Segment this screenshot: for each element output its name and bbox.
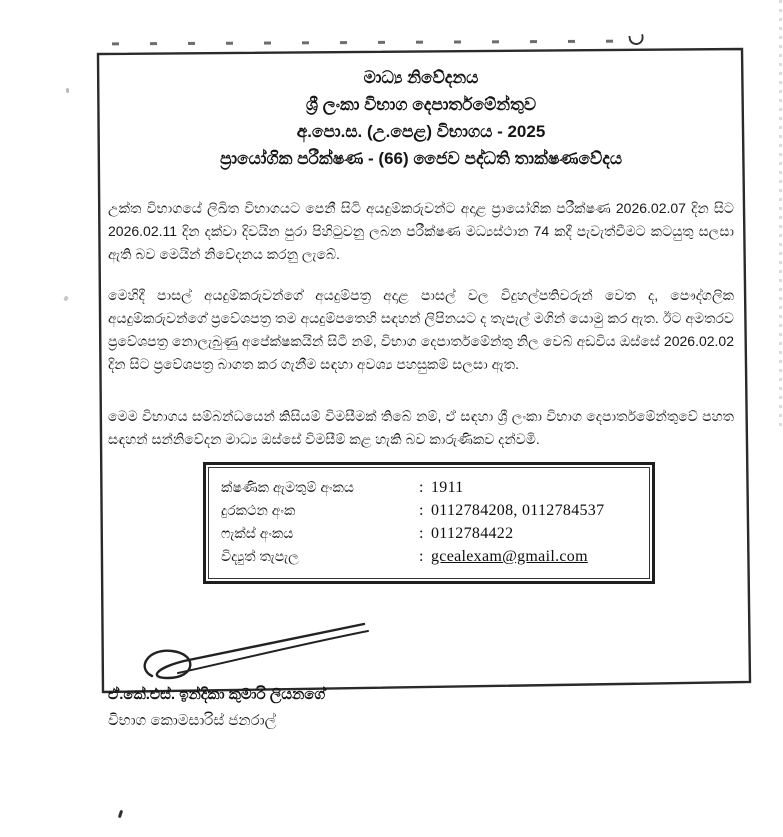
telephone-numbers: 0112784208, 0112784537 <box>431 502 605 519</box>
paragraph-line: උක්ත විභාගයේ ලිඛිත විභාගයට පෙනී සිටි අයදුම්කරුවන්ට අදාළ ප්‍රායෝගික පරීක්ෂණ 2026.02.07 දින සිට <box>108 200 734 216</box>
scan-noise-pen-mark <box>118 810 123 819</box>
paragraph-line: සඳහන් සන්නිවේදන මාධ්‍ය ඔස්සේ විමසීම් කළ හැකි බව කාරුණිකව දන්වමි. <box>108 431 540 447</box>
paragraph-line: ප්‍රවේශපත්‍ර නොලැබුණු අපේක්ෂකයින් සිටී නම්, විභාග දෙපාර්තමේන්තු නිල වෙබ් අඩවිය ඔස්සේ 2026.02.02 <box>108 333 734 349</box>
contact-info-box <box>203 462 655 584</box>
separator: : <box>419 548 424 565</box>
telephone-label: දුරකථන අංක <box>221 502 296 518</box>
scan-noise-right-edge <box>779 0 782 430</box>
contact-row-telephone <box>221 499 637 522</box>
contact-row-email <box>221 545 637 568</box>
signature-stroke <box>132 618 382 682</box>
heading-subject: ප්‍රායෝගික පරීක්ෂණ - (66) ජෛව පද්ධති තාක්ෂණවේදය <box>219 149 623 168</box>
paragraph-line: ඇති බව මෙයින් නිවේදනය කරනු ලැබේ. <box>108 246 340 262</box>
paragraph-line: මෙහිදී පාසල් අයදුම්කරුවන්ගේ අයදුම්පත්‍ර අදාළ පාසල් වල විදුහල්පතිවරුන් වෙත ද, පෞද්ගලික <box>108 287 734 303</box>
scan-noise-dot <box>63 295 69 301</box>
paragraph-line: මෙම විභාගය සම්බන්ධයෙන් කිසියම් විමසීමක් තිබේ නම්, ඒ සඳහා ශ්‍රී ලංකා විභාග දෙපාර්තමේන්තුවේ පහත <box>108 408 734 424</box>
separator: : <box>419 525 424 542</box>
scan-noise-curl <box>628 34 644 46</box>
hotline-number: 1911 <box>431 479 464 496</box>
paragraph-line: අයදුම්කරුවන්ගේ ප්‍රවේශපත්‍ර තම අයදුම්පතෙහි සඳහන් ලිපිනයට ද තැපැල් මගින් යොමු කර ඇත. ඊට අමතරව <box>108 310 734 326</box>
scan-noise-dot <box>66 88 69 93</box>
email-label: විද්‍යුත් තැපැල <box>221 548 299 564</box>
handwritten-signature <box>132 618 734 682</box>
paragraph-line: දින සිට ප්‍රවේශපත්‍ර බාගත කර ගැනීම සඳහා අවශ්‍ය පහසුකම් සලසා ඇත. <box>108 356 520 372</box>
signatory-title: විභාග කොමසාරිස් ජනරාල් <box>108 712 277 729</box>
paragraph-3 <box>108 405 734 451</box>
contact-info-inner-border <box>208 467 650 579</box>
heading-department: ශ්‍රී ලංකා විභාග දෙපාර්තමේන්තුව <box>305 95 537 114</box>
fax-label: ෆැක්ස් අංකය <box>221 525 294 541</box>
separator: : <box>419 479 424 496</box>
contact-row-hotline <box>221 476 637 499</box>
paragraph-1 <box>108 197 734 266</box>
letter-heading <box>108 58 734 172</box>
heading-media-notice: මාධ්‍ය නිවේදනය <box>363 68 479 87</box>
hotline-label: ක්ෂණික ඇමතුම් අංකය <box>221 479 354 495</box>
signatory-name: ඒ.කේ.එස්. ඉන්දිකා කුමාරි ලියනගේ <box>108 686 326 703</box>
letter-body <box>108 58 734 734</box>
fax-number: 0112784422 <box>431 525 514 542</box>
contact-row-fax <box>221 522 637 545</box>
email-address: gcealexam@gmail.com <box>431 548 588 565</box>
paragraph-line: 2026.02.11 දින දක්වා දිවයින පුරා පිහිටුවනු ලබන පරීක්ෂණ මධ්‍යස්ථාන 74 කදී පැවැත්වීමට කටයුතු සලසා <box>108 223 734 239</box>
scan-noise-dashes <box>112 40 624 46</box>
paragraph-2 <box>108 284 734 376</box>
separator: : <box>419 502 424 519</box>
heading-exam-year: අ.පො.ස. (උ.පෙළ) විභාගය - 2025 <box>296 122 546 141</box>
